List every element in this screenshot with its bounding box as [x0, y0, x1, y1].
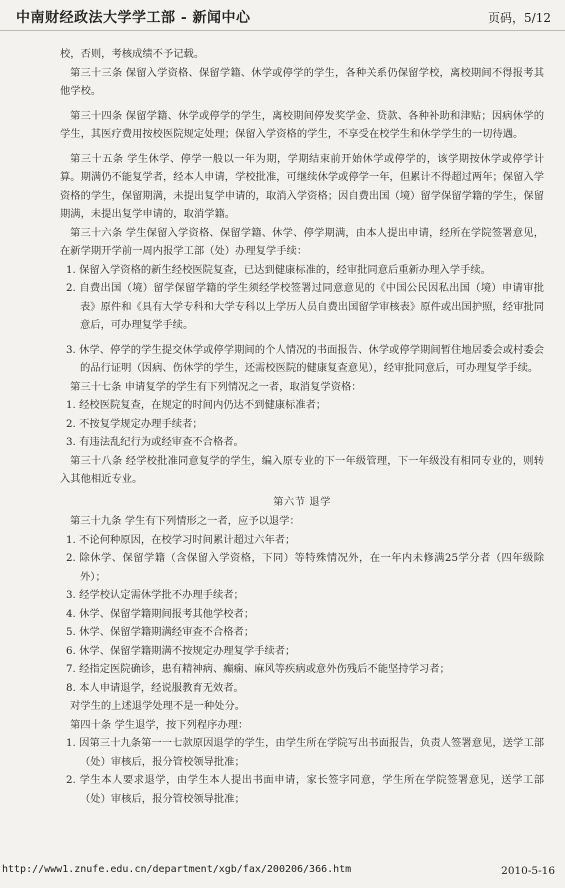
- article-paragraph: 第三十八条 经学校批准同意复学的学生，编入原专业的下一年级管理，下一年级没有相同专业的，则转入其他相近专业。: [60, 454, 544, 485]
- list-item: 2. 自费出国（境）留学保留学籍的学生须经学校签署过同意意见的《中国公民因私出国（境）申请审批表》原件和《具有大学专科和大学专科以上学历人员自费出国留学审核表》原件或出国护照，经审批同意后，可办理复学手续。: [66, 282, 544, 331]
- list-item: 3. 休学、停学的学生提交休学或停学期间的个人情况的书面报告、休学或停学期间暂住地居委会或村委会的品行证明（因病、伤休学的学生，还需校医院的健康复查意见），经审批同意后，可办理复学手续。: [66, 343, 544, 374]
- article-paragraph: 第三十七条 申请复学的学生有下列情况之一者，取消复学资格：: [70, 380, 362, 393]
- page-indicator: 页码，5/12: [488, 11, 551, 25]
- article-paragraph: 对学生的上述退学处理不是一种处分。: [70, 700, 246, 712]
- list-item: 2. 学生本人要求退学，由学生本人提出书面申请，家长签字同意，学生所在学院签署意见，送学工部（处）审核后，报分管校领导批准；: [66, 774, 544, 805]
- list-item: 6. 休学、保留学籍期满不按规定办理复学手续者；: [66, 644, 296, 657]
- article-paragraph: 第三十四条 保留学籍、休学或停学的学生，离校期间停发奖学金、贷款、各种补助和津贴；因病休学的学生，其医疗费用按校医院规定处理；保留入学资格的学生，不享受在校学生和休学学生的一切待遇。: [60, 109, 544, 140]
- list-item: 1. 经校医院复查，在规定的时间内仍达不到健康标准者；: [66, 399, 327, 411]
- list-item: 1. 因第三十九条第一一七款原因退学的学生，由学生所在学院写出书面报告，负责人签署意见，送学工部（处）审核后，报分管校领导批准；: [66, 737, 544, 768]
- continued-paragraph: 校，否则，考核成绩不予记载。: [60, 48, 205, 60]
- header-divider: [0, 30, 565, 31]
- article-paragraph: 第三十六条 学生保留入学资格、保留学籍、休学、停学期满，由本人提出申请，经所在学院签署意见，在新学期开学前一周内报学工部（处）办理复学手续：: [60, 226, 544, 257]
- list-item: 2. 不按复学规定办理手续者；: [66, 417, 203, 430]
- list-item: 3. 有违法乱纪行为或经审查不合格者。: [66, 436, 244, 448]
- footer-date: 2010-5-16: [501, 865, 555, 877]
- header-title: 中南财经政法大学学工部 - 新闻中心: [16, 10, 251, 26]
- article-paragraph: 第三十三条 保留入学资格、保留学籍、休学或停学的学生，各种关系仍保留学校，离校期间不得报考其他学校。: [60, 66, 544, 97]
- article-paragraph: 第三十九条 学生有下列情形之一者，应予以退学：: [70, 515, 300, 527]
- article-paragraph: 第三十五条 学生休学、停学一般以一年为期，学期结束前开始休学或停学的，该学期按休学或停学计算。期满仍不能复学者，经本人申请，学校批准，可继续休学或停学一年，但累计不得超过两年；保留入学资格的学生，保留期满，未提出复学申请的，取消入学资格；因自费出国（境）留学保留学籍的学生，保留期满，未提出复学申请的，取消学籍。: [60, 152, 544, 220]
- article-paragraph: 第四十条 学生退学，按下列程序办理：: [70, 718, 249, 731]
- list-item: 1. 不论何种原因，在校学习时间累计超过六年者；: [66, 533, 296, 546]
- footer-url: http://www1.znufe.edu.cn/department/xgb/fax/200206/366.htm: [2, 864, 352, 875]
- list-item: 3. 经学校认定需休学批不办理手续者；: [66, 589, 244, 601]
- list-item: 7. 经指定医院确诊，患有精神病、癫痫、麻风等疾病或意外伤残后不能坚持学习者；: [66, 663, 450, 675]
- list-item: 5. 休学、保留学籍期满经审查不合格者；: [66, 626, 255, 638]
- list-item: 1. 保留入学资格的新生经校医院复查，已达到健康标准的，经审批同意后重新办理入学手续。: [66, 263, 491, 276]
- section-heading: 第六节 退学: [273, 495, 331, 508]
- document-body: [60, 45, 544, 808]
- list-item: 4. 休学、保留学籍期间报考其他学校者；: [66, 607, 255, 620]
- list-item: 8. 本人申请退学，经说服教育无效者。: [66, 681, 244, 694]
- list-item: 2. 除休学、保留学籍（含保留入学资格，下同）等特殊情况外，在一年内未修满25学分者（四年级除外）；: [66, 552, 544, 583]
